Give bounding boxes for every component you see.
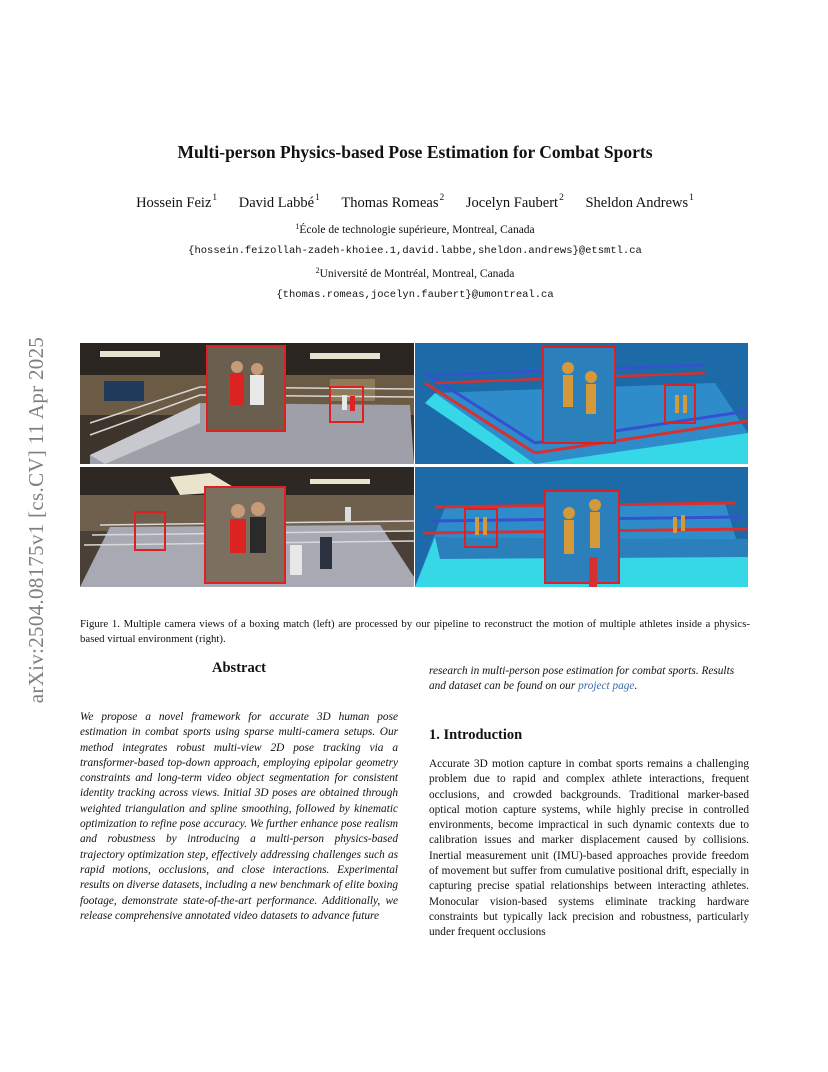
introduction-text: Accurate 3D motion capture in combat sports remains a challenging problem due to rapid and complex athlete interactions, frequent occlusions, and crowded backgrounds. Traditional marker-based optical motion capture systems, while highly precise in controlled environments, become impractical in such dynamic contexts due to calibration issues and marker displacement caused by collisions. Inertial measurement unit (IMU)-based approaches provide freedom of movement but suffer from cumulative positional drift, especially in capturing precise spatial relationships between interacting athletes. Monocular vision-based systems eliminate tracking hardware constraints but typically lack precision and robustness, particularly under frequent occlusions [429, 758, 749, 939]
author-affiliation-mark: 1 [212, 193, 218, 203]
author [239, 195, 320, 212]
abstract-end-punct: . [634, 680, 638, 693]
paper-title: Multi-person Physics-based Pose Estimation for Combat Sports [177, 142, 653, 162]
author [341, 195, 444, 212]
abstract-continuation [429, 664, 749, 695]
camera-view-top-image [80, 343, 414, 464]
simulation-view-bottom-image [415, 467, 748, 587]
affiliation-name: École de technologie supérieure, Montreal, Canada [299, 224, 535, 236]
affiliation-2 [70, 268, 760, 280]
abstract-heading: Abstract [212, 660, 266, 676]
camera-view-top [80, 343, 414, 464]
arxiv-stamp: arXiv:2504.08175v1 [cs.CV] 11 Apr 2025 [24, 336, 48, 704]
author-affiliation-mark: 1 [315, 193, 320, 203]
author-name: David Labbé [238, 195, 315, 211]
author-affiliation-mark: 2 [559, 193, 564, 203]
simulation-view-top [415, 343, 748, 464]
simulation-view-bottom [415, 467, 748, 587]
teaser-figure [80, 343, 748, 587]
author-list [70, 195, 760, 212]
figure-caption: Figure 1. Multiple camera views of a boxing match (left) are processed by our pipeline to reconstruct the motion of multiple athletes inside a physics-based virtual environment (right). [80, 618, 750, 645]
author [136, 195, 217, 212]
author-affiliation-mark: 1 [689, 193, 694, 203]
simulation-view-top-image [415, 343, 748, 464]
affiliation-1 [70, 224, 760, 236]
author-affiliation-mark: 2 [439, 193, 445, 203]
introduction-heading: 1. Introduction [429, 727, 523, 743]
author-name: Thomas Romeas [341, 195, 439, 211]
affiliation-name: Université de Montréal, Montreal, Canada [319, 268, 515, 280]
affiliation-1-emails: {hossein.feizollah-zadeh-khoiee.1,david.labbe,sheldon.andrews}@etsmtl.ca [188, 245, 642, 257]
author-name: Hossein Feiz [136, 195, 212, 211]
abstract-continuation-text: research in multi-person pose estimation for combat sports. Results and dataset can be found on our [429, 665, 735, 693]
abstract-text: We propose a novel framework for accurate 3D human pose estimation in combat sports using sparse multi-camera setups. Our method integrates robust multi-view 2D pose tracking via a transformer-based top-down approach, employing epipolar geometry constraints and long-term video object segmentation for consistent identity tracking across views. Initial 3D poses are obtained through weighted triangulation and spline smoothing, followed by kinematic optimization to refine pose accuracy. We further enhance pose realism and robustness by introducing a multi-person physics-based trajectory optimization step, effectively addressing challenges such as rapid motions, occlusions, and close interactions. Experimental results on diverse datasets, including a new benchmark of elite boxing footage, demonstrate state-of-the-art performance. Additionally, we release comprehensive annotated video datasets to advance future [80, 711, 398, 922]
author [585, 195, 693, 212]
camera-view-bottom-image [80, 467, 414, 587]
affiliation-2-emails: {thomas.romeas,jocelyn.faubert}@umontreal.ca [276, 289, 554, 301]
affiliation-number: 2 [315, 266, 320, 275]
author-name: Jocelyn Faubert [465, 195, 559, 211]
camera-view-bottom [80, 467, 414, 587]
project-page-link[interactable]: project page [578, 680, 635, 693]
affiliation-number: 1 [295, 222, 300, 231]
author-name: Sheldon Andrews [585, 195, 689, 211]
author [466, 195, 564, 212]
